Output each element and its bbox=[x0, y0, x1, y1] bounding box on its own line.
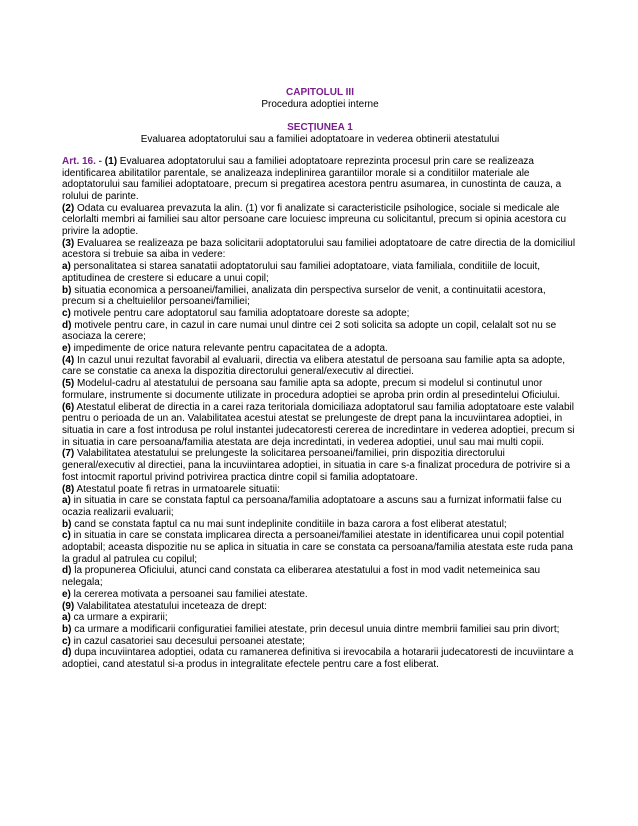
paragraph-marker: a) bbox=[62, 261, 71, 273]
article-paragraph bbox=[62, 530, 578, 565]
chapter-subtitle: Procedura adoptiei interne bbox=[261, 98, 379, 110]
article-paragraph bbox=[62, 238, 578, 261]
paragraph-marker: e) bbox=[62, 343, 71, 355]
paragraph-marker: a) bbox=[62, 612, 71, 624]
paragraph-text: dupa incuviintarea adoptiei, odata cu ramanerea definitiva si irevocabila a hotararii judecatoresti de incuviintare a adoptiei, cand atestatul si-a produs in integralitate efectele pentru care a fost eliberat. bbox=[62, 647, 574, 671]
paragraph-text: ca urmare a expirarii; bbox=[70, 612, 168, 624]
paragraph-marker: e) bbox=[62, 588, 71, 600]
paragraph-marker: (8) bbox=[62, 483, 75, 495]
paragraph-marker: b) bbox=[62, 284, 72, 296]
paragraph-marker: (6) bbox=[62, 401, 75, 413]
document-page bbox=[62, 87, 578, 671]
article-paragraph bbox=[62, 343, 578, 355]
paragraph-text: Valabilitatea atestatului se prelungeste la solicitarea persoanei/familiei, prin dispozitia directorului general/executiv al directiei, pana la incuviintarea adoptiei, in situatia in care s-a finalizat procedura de potrivire si a fost intocmit raportul privind potrivirea practica dintre copil si familia adoptatoare. bbox=[62, 448, 571, 483]
paragraph-text: cand se constata faptul ca nu mai sunt indeplinite conditiile in baza carora a fost eliberat atestatul; bbox=[71, 518, 507, 530]
paragraph-marker: (3) bbox=[62, 237, 75, 249]
paragraph-marker: d) bbox=[62, 565, 72, 577]
chapter-heading: CAPITOLUL III bbox=[286, 87, 354, 98]
article-paragraph bbox=[62, 519, 578, 531]
paragraph-text: personalitatea si starea sanatatii adoptatorului sau familiei adoptatoare, viata familiala, conditiile de locuit, aptitudinea de crestere si educare a unui copil; bbox=[62, 261, 541, 284]
paragraph-text: in situatia in care se constata implicarea directa a persoanei/familiei atestate in identificarea unui copil potential adoptabil; aceasta dispozitie nu se aplica in situatia in care se constata ca persoana/familia atestata este ruda pana la gradul al patrulea cu copilul; bbox=[62, 530, 573, 565]
paragraph-marker: (7) bbox=[62, 448, 75, 460]
article-paragraph bbox=[62, 402, 578, 449]
paragraph-marker: c) bbox=[62, 307, 71, 319]
article-paragraph bbox=[62, 203, 578, 238]
paragraph-text: Atestatul eliberat de directia in a carei raza teritoriala domiciliaza adoptatorul sau familia adoptatoare este valabil pentru o perioada de un an. Valabilitatea acestui atestat se prelungeste de drept pana la incuviintarea adoptiei, in situatia in care a fost introdusa pe rolul instantei judecatoresti cererea de incredintare in vederea adoptiei, precum si in situatia in care persoana/familia atestata are deja incredintati, in vederea adoptiei, unul sau mai multi copii. bbox=[62, 401, 575, 448]
paragraph-text: Odata cu evaluarea prevazuta la alin. (1) vor fi analizate si caracteristicile psihologice, sociale si medicale ale celorlalti membri ai familiei sau altor persoane care locuiesc impreuna cu solicitantul, precum si opinia acestora cu privire la adoptie. bbox=[62, 202, 567, 238]
article-paragraph bbox=[62, 624, 578, 636]
paragraph-text: Evaluarea se realizeaza pe baza solicitarii adoptatorului sau familiei adoptatoare de catre directia de la domiciliul acestora si trebuie sa aiba in vedere: bbox=[62, 237, 576, 261]
paragraph-marker: (2) bbox=[62, 202, 75, 214]
paragraph-marker: d) bbox=[62, 647, 72, 659]
article-paragraph bbox=[62, 647, 578, 670]
article-paragraph bbox=[62, 589, 578, 601]
paragraph-text: Valabilitatea atestatului inceteaza de drept: bbox=[74, 600, 267, 612]
paragraph-marker: (5) bbox=[62, 378, 75, 390]
paragraph-text: la propunerea Oficiului, atunci cand constata ca eliberarea atestatului a fost in mod vadit netemeinica sau nelegala; bbox=[62, 565, 541, 589]
paragraph-text: in cazul casatoriei sau decesului persoanei atestate; bbox=[70, 635, 305, 647]
paragraph-text: Modelul-cadru al atestatului de persoana sau familie apta sa adopte, precum si modelul si continutul unor formulare, instrumente si documente utilizate in procedura adoptiei se aproba prin ordin al presedintelui Oficiului. bbox=[62, 378, 561, 401]
article-label: Art. 16. - bbox=[62, 155, 103, 167]
article-paragraph bbox=[62, 261, 578, 284]
article-paragraphs bbox=[62, 203, 578, 671]
paragraph-text: ca urmare a modificarii configuratiei familiei atestate, prin decesul unuia dintre membrii familiei sau prin divort; bbox=[71, 623, 560, 635]
paragraph-marker: (1) bbox=[104, 155, 118, 167]
paragraph-marker: d) bbox=[62, 319, 72, 331]
article-paragraph bbox=[62, 355, 578, 378]
paragraph-text: impedimente de orice natura relevante pentru capacitatea de a adopta. bbox=[70, 343, 388, 355]
article-paragraph bbox=[62, 484, 578, 496]
article-paragraph bbox=[62, 320, 578, 343]
article-paragraph bbox=[62, 612, 578, 624]
paragraph-marker: (9) bbox=[62, 600, 75, 612]
paragraph-marker: b) bbox=[62, 623, 72, 635]
article-paragraph bbox=[62, 636, 578, 648]
article-paragraph bbox=[62, 495, 578, 518]
article-paragraph bbox=[62, 378, 578, 401]
paragraph-text: motivele pentru care, in cazul in care numai unul dintre cei 2 soti solicita sa adopte un copil, celalalt sot nu se asociaza la cerere; bbox=[62, 319, 557, 343]
article-paragraph bbox=[62, 448, 578, 483]
paragraph-text: motivele pentru care adoptatorul sau familia adoptatoare doreste sa adopte; bbox=[70, 307, 410, 319]
article-paragraph bbox=[62, 285, 578, 308]
paragraph-marker: b) bbox=[62, 518, 72, 530]
paragraph-marker: c) bbox=[62, 635, 71, 647]
paragraph-marker: c) bbox=[62, 530, 71, 542]
paragraph-text: situatia economica a persoanei/familiei, analizata din perspectiva surselor de venit, a continuitatii acestora, precum si a cheltuielilor persoanei/familiei; bbox=[62, 284, 546, 308]
article-paragraph bbox=[62, 565, 578, 588]
paragraph-text: In cazul unui rezultat favorabil al evaluarii, directia va elibera atestatul de persoana sau familie apta sa adopte, care se constatie ca anexa la dispozitia directorului general/executiv al directiei. bbox=[62, 354, 566, 378]
section-heading: SECŢIUNEA 1 bbox=[287, 122, 353, 134]
paragraph-marker: (4) bbox=[62, 354, 75, 366]
paragraph-marker: a) bbox=[62, 495, 71, 507]
paragraph-text: la cererea motivata a persoanei sau familiei atestate. bbox=[70, 588, 308, 600]
article-paragraph bbox=[62, 308, 578, 320]
section-title: Evaluarea adoptatorului sau a familiei adoptatoare in vederea obtinerii atestatului bbox=[140, 134, 500, 146]
paragraph-text: in situatia in care se constata faptul ca persoana/familia adoptatoare a ascuns sau a furnizat informatii false cu ocazia realizarii evaluarii; bbox=[62, 495, 562, 518]
paragraph-text: Atestatul poate fi retras in urmatoarele situatii: bbox=[74, 483, 280, 495]
article-paragraph bbox=[62, 601, 578, 613]
paragraph-text: Evaluarea adoptatorului sau a familiei adoptatoare reprezinta procesul prin care se realizeaza identificarea abilitatilor parentale, se analizeaza indeplinirea garantiilor morale si a conditiilor materiale ale adoptatorului sau familiei adoptatoare, precum si pregatirea acestora pentru asumarea, in cunostinta de cauza, a rolului de parinte. bbox=[62, 155, 562, 202]
article-intro bbox=[62, 156, 578, 203]
